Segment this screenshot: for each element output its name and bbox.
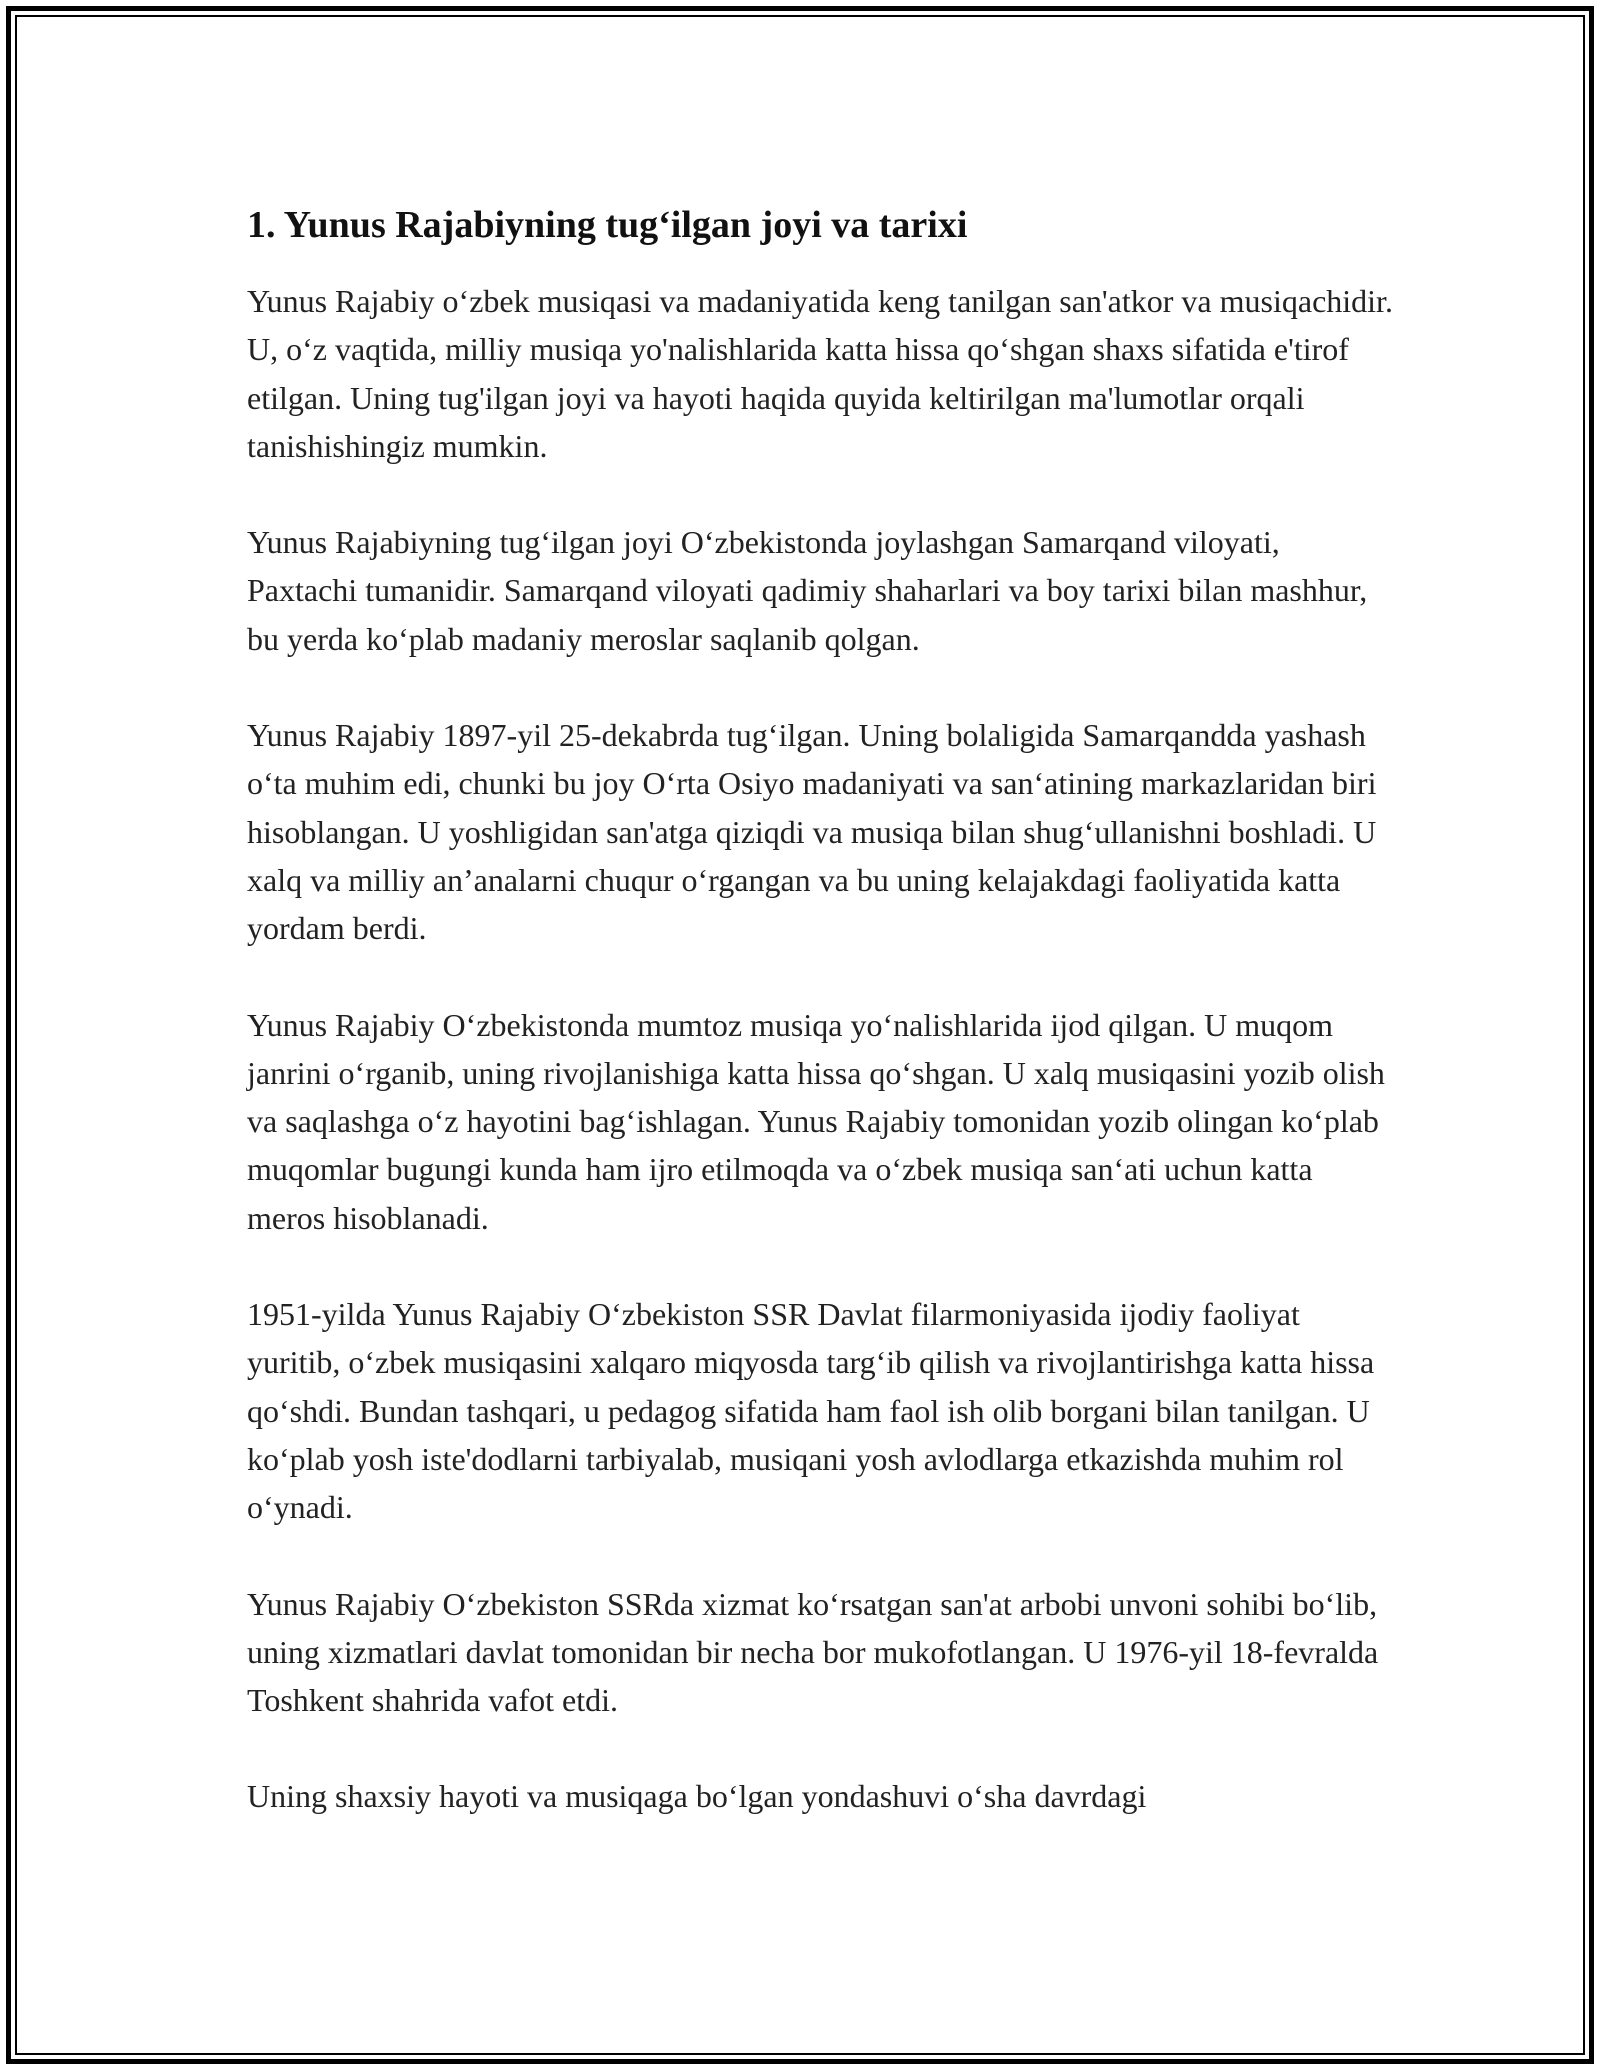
page-frame [6, 6, 1594, 2064]
paragraph-birthplace: Yunus Rajabiyning tug‘ilgan joyi O‘zbekistonda joylashgan Samarqand viloyati, Paxtachi tumanidir. Samarqand viloyati qadimiy shaharlari va boy tarixi bilan mashhur, bu yerda ko‘plab madaniy meroslar saqlanib qolgan. [247, 524, 1368, 657]
paragraph-personal-life: Uning shaxsiy hayoti va musiqaga bo‘lgan yondashuvi o‘sha davrdagi [247, 1778, 1147, 1815]
paragraph-intro: Yunus Rajabiy o‘zbek musiqasi va madaniyatida keng tanilgan san'atkor va musiqachidir. U, o‘z vaqtida, milliy musiqa yo'nalishlarida katta hissa qo‘shgan shaxs sifatida e'tirof etilgan. Uning tug'ilgan joyi va hayoti haqida quyida keltirilgan ma'lumotlar orqali tanishishingiz mumkin. [247, 283, 1393, 464]
section-heading: 1. Yunus Rajabiyning tug‘ilgan joyi va tarixi [247, 204, 968, 246]
paragraph-honors: Yunus Rajabiy O‘zbekiston SSRda xizmat ko‘rsatgan san'at arbobi unvoni sohibi bo‘lib, uning xizmatlari davlat tomonidan bir necha bor mukofotlangan. U 1976-yil 18-fevralda Toshkent shahrida vafot etdi. [247, 1585, 1379, 1719]
paragraph-childhood: Yunus Rajabiy 1897-yil 25-dekabrda tug‘ilgan. Uning bolaligida Samarqandda yashash o‘ta muhim edi, chunki bu joy O‘rta Osiyo madaniyati va san‘atining markazlaridan biri hisoblangan. U yoshligidan san'atga qiziqdi va musiqa bilan shug‘ullanishni boshladi. U xalq va milliy an’analarni chuqur o‘rgangan va bu uning kelajakdagi faoliyatida katta yordam berdi. [247, 717, 1377, 947]
paragraph-philharmonic: 1951-yilda Yunus Rajabiy O‘zbekiston SSR Davlat filarmoniyasida ijodiy faoliyat yuritib, o‘zbek musiqasini xalqaro miqyosda targ‘ib qilish va rivojlantirishga katta hissa qo‘shdi. Bundan tashqari, u pedagog sifatida ham faol ish olib borgani bilan tanilgan. U ko‘plab yosh iste'dodlarni tarbiyalab, musiqani yosh avlodlarga etkazishda muhim rol o‘ynadi. [247, 1296, 1375, 1526]
document-body [247, 201, 1397, 1869]
paragraph-creative-work: Yunus Rajabiy O‘zbekistonda mumtoz musiqa yo‘nalishlarida ijod qilgan. U muqom janrini o‘rganib, uning rivojlanishiga katta hissa qo‘shgan. U xalq musiqasini yozib olish va saqlashga o‘z hayotini bag‘ishlagan. Yunus Rajabiy tomonidan yozib olingan ko‘plab muqomlar bugungi kunda ham ijro etilmoqda va o‘zbek musiqa san‘ati uchun katta meros hisoblanadi. [247, 1006, 1385, 1236]
